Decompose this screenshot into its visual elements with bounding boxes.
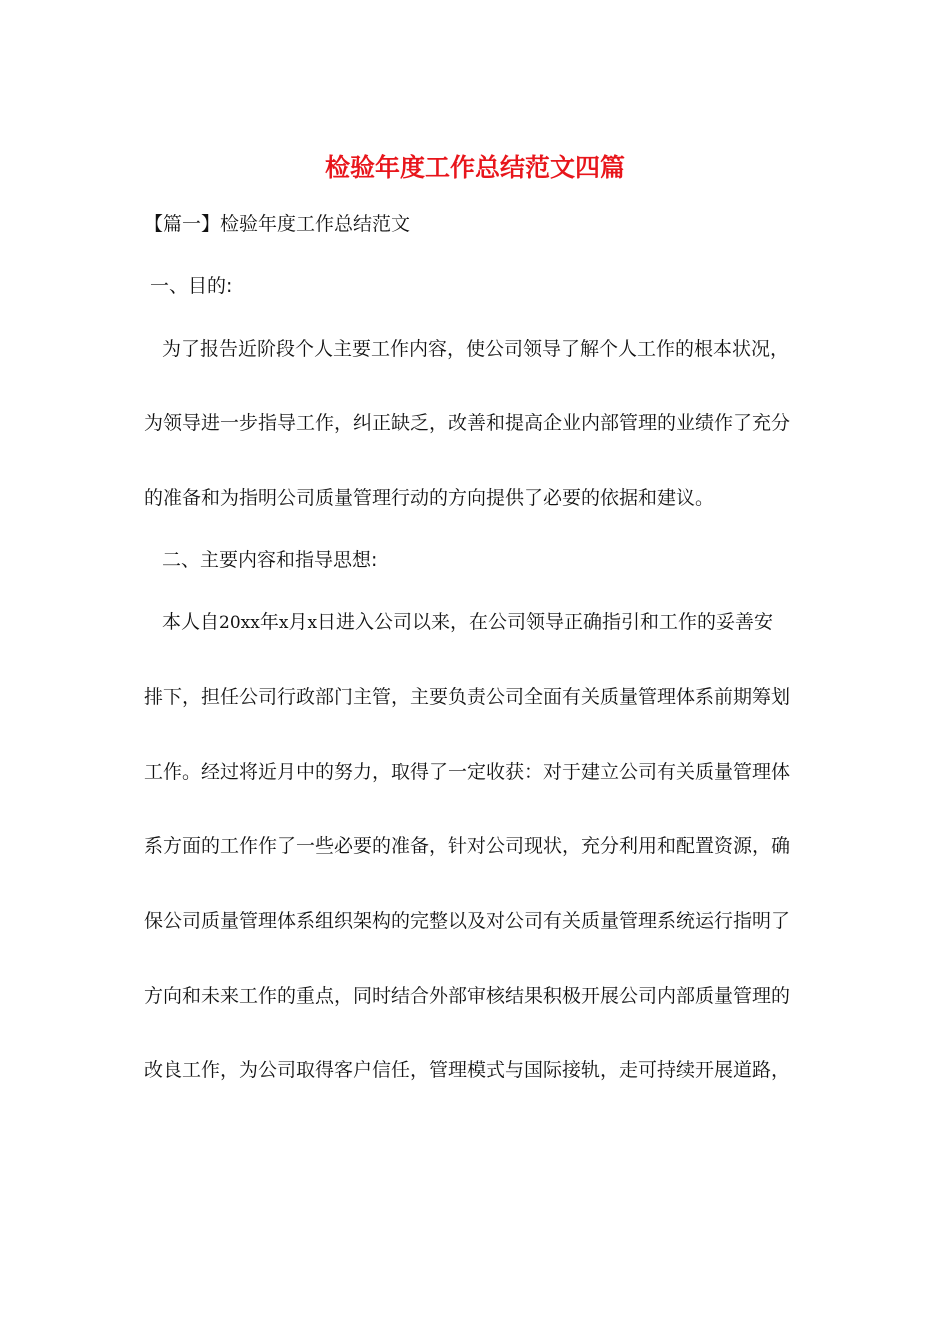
text-segment: 月: [288, 611, 308, 633]
text-segment: 本人自: [162, 611, 220, 633]
day-value: x: [307, 613, 318, 633]
text-segment: 日进入公司以来，在公司领导正确指引和工作的妥善安: [317, 611, 774, 633]
paragraph-line: 排下，担任公司行政部门主管，主要负责公司全面有关质量管理体系前期筹划: [144, 686, 791, 708]
paragraph-line: 为领导进一步指导工作，纠正缺乏，改善和提高企业内部管理的业绩作了充分: [144, 412, 791, 434]
paragraph-line: 改良工作，为公司取得客户信任，管理模式与国际接轨，走可持续开展道路，: [144, 1059, 791, 1081]
paragraph-line: 工作。经过将近月中的努力，取得了一定收获：对于建立公司有关质量管理体: [144, 761, 791, 783]
document-title: 检验年度工作总结范文四篇: [324, 153, 625, 182]
paragraph-line-date: [162, 606, 832, 639]
paragraph-line: 为了报告近阶段个人主要工作内容，使公司领导了解个人工作的根本状况，: [162, 338, 790, 360]
paragraph-line: 方向和未来工作的重点，同时结合外部审核结果积极开展公司内部质量管理的: [144, 985, 791, 1007]
paragraph-line: 保公司质量管理体系组织架构的完整以及对公司有关质量管理系统运行指明了: [144, 910, 791, 932]
text-segment: 年: [259, 611, 279, 633]
paragraph-line: 的准备和为指明公司质量管理行动的方向提供了必要的依据和建议。: [144, 487, 715, 509]
subheading-purpose: 一、目的:: [150, 275, 233, 297]
subheading-main-content: 二、主要内容和指导思想:: [162, 549, 378, 571]
year-value: 20xx: [219, 613, 260, 633]
section-heading-part-one: 【篇一】检验年度工作总结范文: [144, 213, 411, 235]
month-value: x: [278, 613, 289, 633]
paragraph-line: 系方面的工作作了一些必要的准备，针对公司现状，充分利用和配置资源，确: [144, 835, 791, 857]
